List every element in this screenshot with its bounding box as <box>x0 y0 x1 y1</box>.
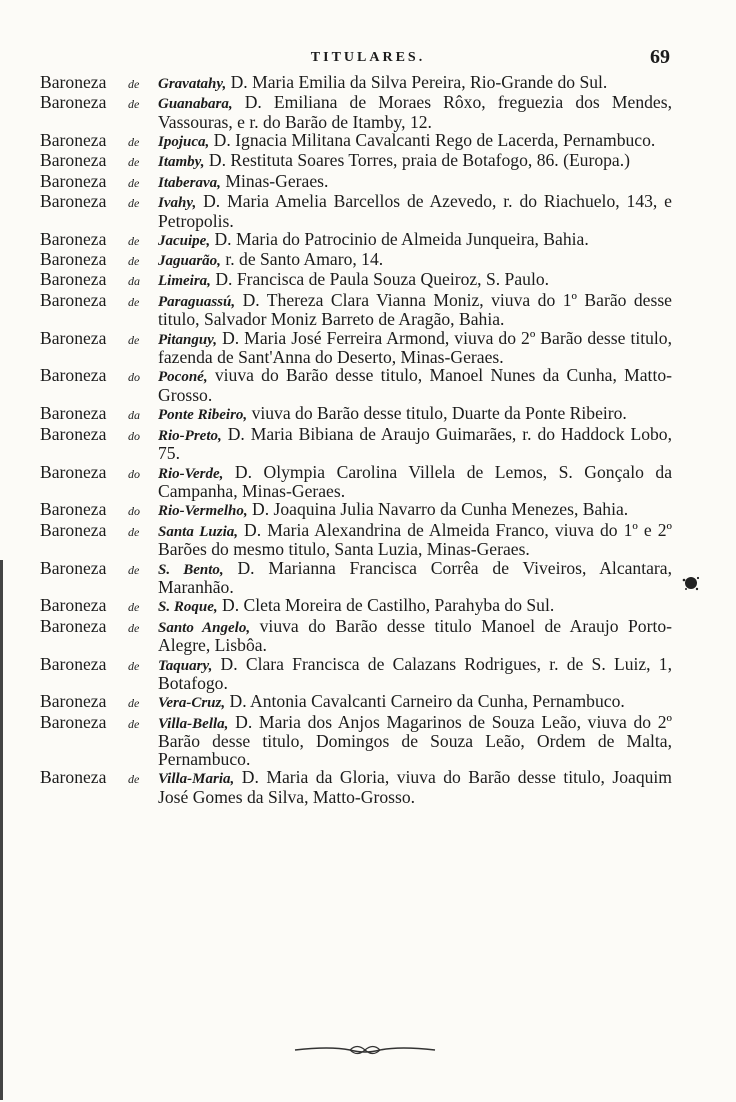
entry-row <box>40 653 672 694</box>
entry-text: D. Francisca de Paula Souza Queiroz, S. Paulo. <box>210 269 550 290</box>
entry-title: Baroneza <box>40 72 107 92</box>
running-title: TITULARES. <box>310 50 426 65</box>
entry-row <box>40 519 672 560</box>
entry-body <box>158 94 672 131</box>
entry-row <box>40 94 672 131</box>
entry-title: Baroneza <box>40 289 107 310</box>
entry-place: Villa-Bella, <box>158 715 229 732</box>
entry-body <box>158 615 673 656</box>
entry-body <box>158 228 672 251</box>
ink-blot-icon <box>680 572 702 594</box>
entry-place: Santo Angelo, <box>158 619 251 636</box>
entry-preposition: de <box>128 155 140 170</box>
entry-text: D. Clara Francisca de Calazans Rodrigues, r. de S. Luiz, 1, Botafogo. <box>158 653 672 694</box>
entry-row <box>40 132 672 152</box>
entry-text: D. Maria Emilia da Silva Pereira, Rio-Grande do Sul. <box>226 72 608 92</box>
entry-body <box>158 132 672 152</box>
entry-list <box>40 74 672 807</box>
end-ornament-icon <box>290 1040 440 1060</box>
entry-title: Baroneza <box>40 615 107 636</box>
entry-title: Baroneza <box>40 191 107 211</box>
entry-preposition: do <box>128 466 140 481</box>
entry-place: Ivahy, <box>158 195 197 211</box>
entry-preposition: de <box>128 135 140 150</box>
entry-text: viuva do Barão desse titulo Manoel de Araujo Porto-Alegre, Lisbôa. <box>158 615 673 656</box>
entry-text: D. Marianna Francisca Corrêa de Viveiros, Alcantara, Maranhão. <box>158 557 672 598</box>
entry-text: D. Maria da Gloria, viuva do Barão desse titulo, Joaquim José Gomes da Silva, Matto-Grosso. <box>158 767 672 807</box>
entry-title: Baroneza <box>40 249 107 270</box>
entry-title: Baroneza <box>40 519 107 540</box>
entry-body <box>158 193 672 230</box>
entry-title: Baroneza <box>40 423 107 444</box>
entry-body <box>158 271 672 291</box>
entry-title: Baroneza <box>40 92 107 113</box>
entry-row <box>40 367 672 404</box>
entry-text: D. Cleta Moreira de Castilho, Parahyba do Sul. <box>217 595 555 616</box>
entry-place: Paraguassú, <box>158 293 236 310</box>
entry-place: Jacuipe, <box>158 232 211 249</box>
entry-row <box>40 557 672 598</box>
entry-row <box>40 501 672 521</box>
entry-text: Minas-Geraes. <box>220 170 329 191</box>
entry-title: Baroneza <box>40 150 107 171</box>
entry-place: Guanabara, <box>158 96 233 113</box>
entry-text: viuva do Barão desse titulo, Manoel Nunes da Cunha, Matto-Grosso. <box>158 365 672 406</box>
entry-title: Baroneza <box>40 327 107 348</box>
entry-title: Baroneza <box>40 595 107 616</box>
entry-place: S. Roque, <box>158 599 218 616</box>
entry-row <box>40 327 672 368</box>
entry-place: Gravatahy, <box>158 76 227 92</box>
entry-title: Baroneza <box>40 269 107 290</box>
entry-place: Itamby, <box>158 154 205 171</box>
entry-preposition: de <box>128 562 140 577</box>
entry-preposition: do <box>128 428 140 443</box>
entry-body <box>158 597 672 617</box>
entry-preposition: de <box>128 175 140 190</box>
entry-body <box>158 519 672 560</box>
entry-body <box>158 769 672 806</box>
entry-preposition: da <box>128 274 140 289</box>
entry-place: S. Bento, <box>158 561 224 578</box>
entry-place: Vera-Cruz, <box>158 695 226 712</box>
entry-text: D. Maria José Ferreira Armond, viuva do 2º Barão desse titulo, fazenda de Sant'Anna do Deserto, Minas-Geraes. <box>158 327 672 368</box>
entry-title: Baroneza <box>40 557 107 578</box>
entry-place: Rio-Vermelho, <box>158 503 248 520</box>
entry-row <box>40 711 672 769</box>
entry-row <box>40 152 672 172</box>
entry-place: Ipojuca, <box>158 134 210 151</box>
entry-body <box>158 327 672 368</box>
entry-text: D. Maria do Patrocinio de Almeida Junqueira, Bahia. <box>210 228 589 249</box>
entry-row <box>40 423 672 464</box>
entry-text: D. Emiliana de Moraes Rôxo, freguezia dos Mendes, Vassouras, e r. do Barão de Itamby, 12. <box>158 92 672 132</box>
entry-text: D. Joaquina Julia Navarro da Cunha Menezes, Bahia. <box>247 499 629 520</box>
entry-body <box>158 693 672 713</box>
entry-preposition: do <box>128 370 140 385</box>
page-number: 69 <box>650 46 670 68</box>
entry-body <box>158 289 672 330</box>
entry-title: Baroneza <box>40 228 107 249</box>
entry-body <box>158 405 672 425</box>
entry-row <box>40 405 672 425</box>
entry-row <box>40 228 672 251</box>
entry-body <box>158 711 672 769</box>
entry-place: Limeira, <box>158 273 211 290</box>
entry-text: viuva do Barão desse titulo, Duarte da Ponte Ribeiro. <box>247 403 627 424</box>
entry-title: Baroneza <box>40 499 107 520</box>
entry-text: D. Maria Amelia Barcellos de Azevedo, r. do Riachuelo, 143, e Petropolis. <box>158 191 672 231</box>
entry-title: Baroneza <box>40 170 107 191</box>
entry-preposition: de <box>128 77 140 91</box>
entry-text: D. Maria dos Anjos Magarinos de Souza Leão, viuva do 2º Barão desse titulo, Domingos de Souza Leão, Ordem de Malta, Pernambuco. <box>158 711 672 769</box>
entry-place: Poconé, <box>158 369 208 386</box>
entry-body <box>158 152 672 172</box>
entry-place: Ponte Ribeiro, <box>158 407 248 424</box>
entry-place: Taquary, <box>158 657 213 674</box>
entry-text: D. Antonia Cavalcanti Carneiro da Cunha, Pernambuco. <box>225 691 625 712</box>
entry-title: Baroneza <box>40 403 107 424</box>
entry-title: Baroneza <box>40 461 107 482</box>
entry-place: Santa Luzia, <box>158 523 239 540</box>
entry-text: D. Ignacia Militana Cavalcanti Rego de Lacerda, Pernambuco. <box>209 130 656 151</box>
entry-title: Baroneza <box>40 130 107 151</box>
entry-place: Villa-Maria, <box>158 771 235 788</box>
entry-title: Baroneza <box>40 653 107 674</box>
entry-preposition: de <box>128 294 140 309</box>
entry-title: Baroneza <box>40 691 107 712</box>
entry-preposition: de <box>128 620 140 635</box>
entry-row <box>40 461 672 502</box>
entry-preposition: do <box>128 504 140 519</box>
entry-row <box>40 597 672 617</box>
entry-preposition: de <box>128 254 140 269</box>
entry-preposition: de <box>128 658 140 673</box>
entry-text: r. de Santo Amaro, 14. <box>220 249 384 270</box>
entry-preposition: de <box>128 600 140 615</box>
entry-preposition: de <box>128 772 140 787</box>
entry-place: Rio-Preto, <box>158 427 222 444</box>
entry-body <box>158 170 672 193</box>
entry-place: Itaberava, <box>158 174 221 191</box>
entry-body <box>158 367 672 404</box>
entry-preposition: de <box>128 716 140 731</box>
entry-preposition: da <box>128 408 140 423</box>
entry-body <box>158 653 672 694</box>
entry-preposition: de <box>128 97 140 112</box>
entry-text: D. Olympia Carolina Villela de Lemos, S. Gonçalo da Campanha, Minas-Geraes. <box>158 461 672 502</box>
entry-text: D. Restituta Soares Torres, praia de Botafogo, 86. (Europa.) <box>204 150 631 171</box>
entry-preposition: de <box>128 332 140 347</box>
entry-place: Jaguarão, <box>158 253 221 270</box>
entry-body <box>158 501 672 521</box>
entry-row <box>40 193 672 230</box>
page-edge-line <box>0 560 3 1100</box>
entry-row <box>40 74 672 94</box>
entry-title: Baroneza <box>40 365 107 386</box>
entry-row <box>40 615 673 656</box>
entry-row <box>40 693 672 713</box>
entry-text: D. Maria Bibiana de Araujo Guimarães, r. do Haddock Lobo, 75. <box>158 423 672 464</box>
entry-place: Rio-Verde, <box>158 465 224 482</box>
entry-body <box>158 74 672 94</box>
entry-body <box>158 251 672 271</box>
entry-row <box>40 251 672 271</box>
entry-body <box>158 423 672 464</box>
entry-row <box>40 271 672 291</box>
entry-title: Baroneza <box>40 711 107 732</box>
entry-place: Pitanguy, <box>158 331 218 348</box>
entry-preposition: de <box>128 196 140 210</box>
entry-body <box>158 557 672 598</box>
entry-row <box>40 289 672 330</box>
page-header <box>0 46 736 72</box>
entry-title: Baroneza <box>40 767 107 788</box>
entry-row <box>40 769 672 806</box>
entry-text: D. Thereza Clara Vianna Moniz, viuva do 1º Barão desse titulo, Salvador Moniz Barreto de Aragão, Bahia. <box>158 289 672 330</box>
entry-row <box>40 170 672 193</box>
entry-preposition: de <box>128 233 140 248</box>
entry-preposition: de <box>128 524 140 539</box>
entry-preposition: de <box>128 696 140 711</box>
entry-body <box>158 461 672 502</box>
entry-text: D. Maria Alexandrina de Almeida Franco, viuva do 1º e 2º Barões do mesmo titulo, Santa Luzia, Minas-Geraes. <box>158 519 672 560</box>
